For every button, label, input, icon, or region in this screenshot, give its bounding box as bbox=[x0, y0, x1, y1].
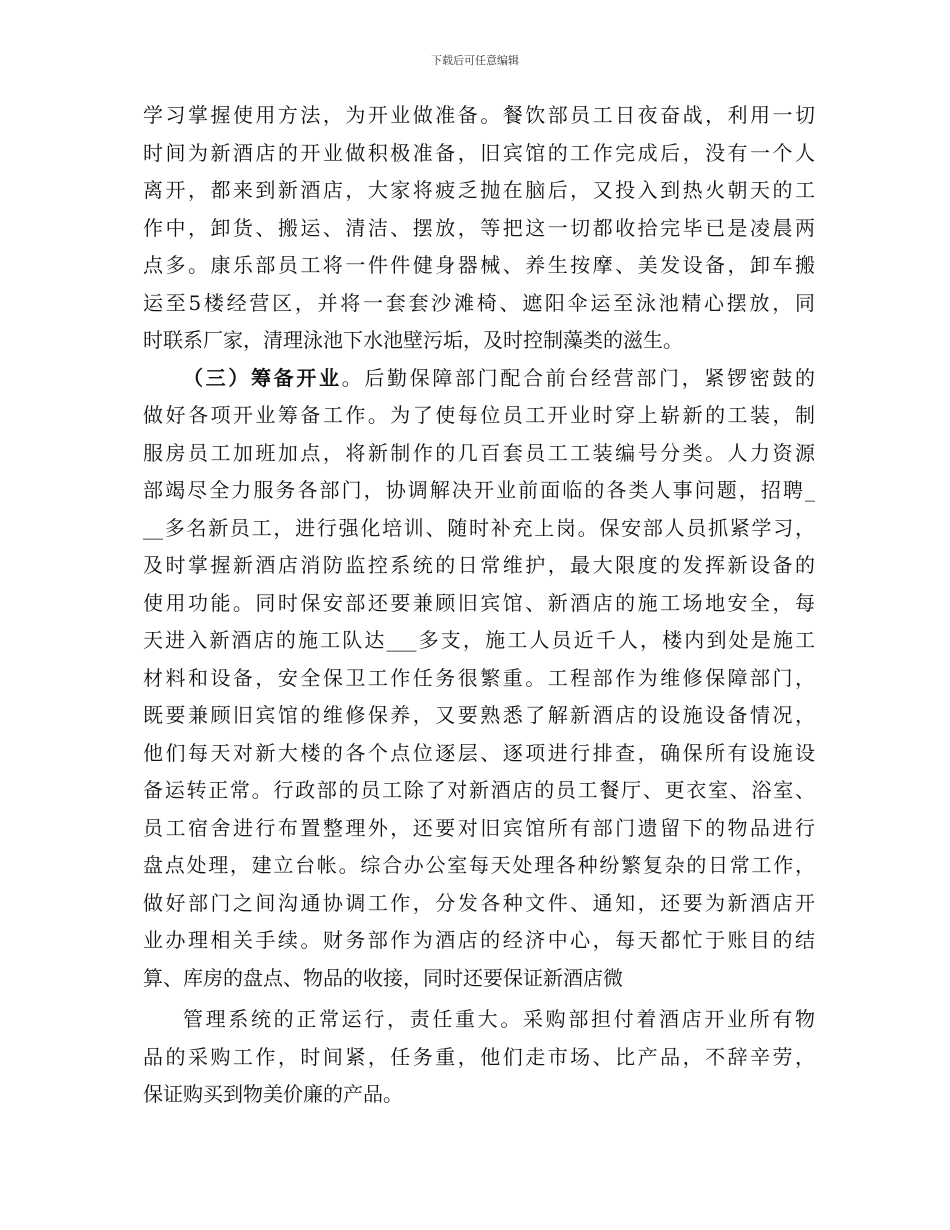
paragraph-section-3 bbox=[143, 360, 815, 998]
text-line: 既要兼顾旧宾馆的维修保养，又要熟悉了解新酒店的设施设备情况， bbox=[143, 703, 815, 727]
text-line: 天进入新酒店的施工队达___多支，施工人员近千人，楼内到处是施工 bbox=[143, 628, 815, 652]
text-line: 离开，都来到新酒店，大家将疲乏抛在脑后，又投入到热火朝天的工 bbox=[143, 178, 815, 202]
paragraph-1 bbox=[143, 97, 815, 360]
section-heading: （三）筹备开业 bbox=[183, 365, 342, 390]
text-line: 算、库房的盘点、物品的收接，同时还要保证新酒店微 bbox=[143, 965, 623, 990]
text-line: 及时掌握新酒店消防监控系统的日常维护，最大限度的发挥新设备的 bbox=[143, 553, 815, 577]
text-line: 做好部门之间沟通协调工作，分发各种文件、通知，还要为新酒店开 bbox=[143, 890, 815, 915]
text-line: 管理系统的正常运行，责任重大。采购部担付着酒店开业所有物 bbox=[183, 1007, 815, 1031]
text-line: 点多。康乐部员工将一件件健身器械、养生按摩、美发设备，卸车搬 bbox=[143, 253, 815, 277]
text-line: __多名新员工，进行强化培训、随时补充上岗。保安部人员抓紧学习， bbox=[143, 515, 815, 540]
text-line: 盘点处理，建立台帐。综合办公室每天处理各种纷繁复杂的日常工作， bbox=[143, 853, 815, 877]
text-line: 品的采购工作，时间紧，任务重，他们走市场、比产品，不辞辛劳， bbox=[143, 1044, 815, 1069]
text-line: 时间为新酒店的开业做积极准备，旧宾馆的工作完成后，没有一个人 bbox=[143, 140, 815, 165]
text-line: 使用功能。同时保安部还要兼顾旧宾馆、新酒店的施工场地安全，每 bbox=[143, 590, 815, 615]
text-line: 业办理相关手续。财务部作为酒店的经济中心，每天都忙于账目的结 bbox=[143, 928, 815, 952]
text-line: 材料和设备，安全保卫工作任务很繁重。工程部作为维修保障部门， bbox=[143, 665, 815, 690]
paragraph-tail bbox=[143, 1001, 815, 1114]
text-line: 学习掌握使用方法，为开业做准备。餐饮部员工日夜奋战，利用一切 bbox=[143, 103, 815, 127]
document-body bbox=[143, 97, 815, 1114]
text-line: 时联系厂家，清理泳池下水池壁污垢，及时控制藻类的滋生。 bbox=[143, 328, 683, 352]
text-line: 他们每天对新大楼的各个点位逐层、逐项进行排查，确保所有设施设 bbox=[143, 740, 815, 765]
section-first-text: 。后勤保障部门配合前台经营部门，紧锣密鼓的 bbox=[341, 365, 816, 390]
text-line: 员工宿舍进行布置整理外，还要对旧宾馆所有部门遗留下的物品进行 bbox=[143, 815, 815, 840]
text-line: 备运转正常。行政部的员工除了对新酒店的员工餐厅、更衣室、浴室、 bbox=[143, 778, 815, 802]
text-line: 作中，卸货、搬运、清洁、摆放，等把这一切都收拾完毕已是凌晨两 bbox=[143, 215, 815, 240]
section-first-line bbox=[143, 360, 815, 398]
text-line: 运至5楼经营区，并将一套套沙滩椅、遮阳伞运至泳池精心摆放，同 bbox=[143, 290, 815, 315]
text-line: 服房员工加班加点，将新制作的几百套员工工装编号分类。人力资源 bbox=[143, 440, 815, 465]
text-line: 保证购买到物美价廉的产品。 bbox=[143, 1082, 403, 1106]
text-line: 做好各项开业筹备工作。为了使每位员工开业时穿上崭新的工装，制 bbox=[143, 403, 815, 427]
page-header: 下载后可任意编辑 bbox=[431, 54, 519, 67]
text-line: 部竭尽全力服务各部门，协调解决开业前面临的各类人事问题，招聘_ bbox=[143, 478, 815, 502]
